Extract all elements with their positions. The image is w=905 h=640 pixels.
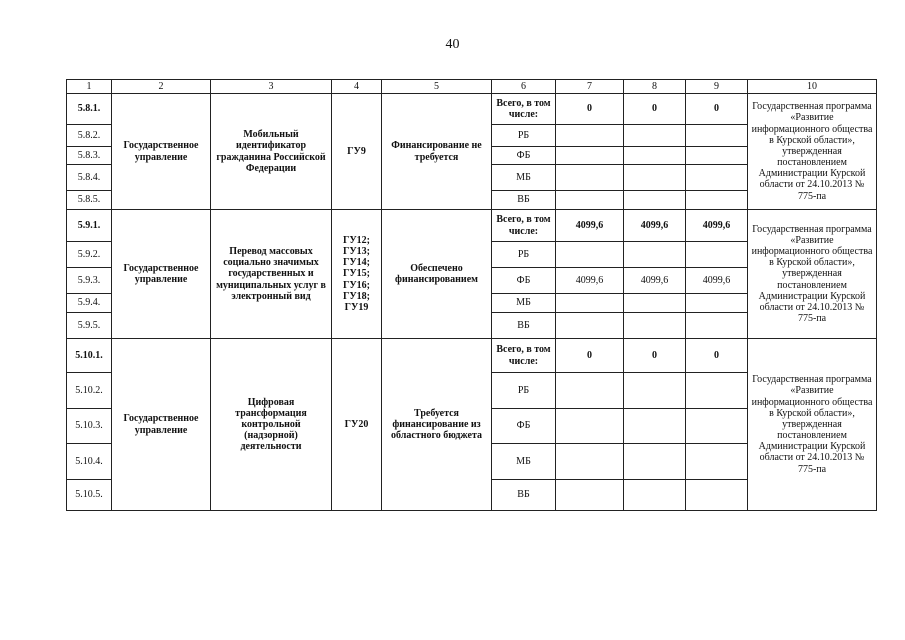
- program-reference: Государственная программа «Развитие информационного общества в Курской области», утвержденная постановлением Администрации Курской области от 24.10.2013 № 775-па: [748, 94, 877, 210]
- row-code: 5.8.5.: [67, 191, 112, 210]
- amount-9: [686, 313, 748, 339]
- column-header-2: 2: [112, 80, 211, 94]
- amount-9: [686, 165, 748, 191]
- amount-9: [686, 242, 748, 268]
- row-code: 5.8.4.: [67, 165, 112, 191]
- service-name: Мобильный идентификатор гражданина Российской Федерации: [211, 94, 332, 210]
- amount-9: [686, 373, 748, 409]
- row-code: 5.8.3.: [67, 147, 112, 165]
- column-header-1: 1: [67, 80, 112, 94]
- column-header-9: 9: [686, 80, 748, 94]
- service-name: Перевод массовых социально значимых государственных и муниципальных услуг в электронный вид: [211, 210, 332, 339]
- funding-source: ВБ: [492, 480, 556, 511]
- table-row: [67, 210, 877, 242]
- row-code: 5.10.1.: [67, 339, 112, 373]
- funding-source: РБ: [492, 125, 556, 147]
- service-codes: ГУ20: [332, 339, 382, 511]
- amount-7: [556, 409, 624, 444]
- column-header-10: 10: [748, 80, 877, 94]
- row-code: 5.9.2.: [67, 242, 112, 268]
- amount-7: [556, 165, 624, 191]
- amount-8: [624, 480, 686, 511]
- column-header-6: 6: [492, 80, 556, 94]
- funding-source: ФБ: [492, 268, 556, 294]
- funding-status: Финансирование не требуется: [382, 94, 492, 210]
- amount-9: [686, 480, 748, 511]
- funding-source: ВБ: [492, 313, 556, 339]
- column-header-4: 4: [332, 80, 382, 94]
- header-row: [67, 80, 877, 94]
- amount-8: [624, 165, 686, 191]
- document-table: [66, 79, 877, 511]
- amount-8: [624, 242, 686, 268]
- amount-9: [686, 444, 748, 480]
- amount-9: 0: [686, 94, 748, 125]
- row-code: 5.10.2.: [67, 373, 112, 409]
- amount-7: 4099,6: [556, 268, 624, 294]
- row-code: 5.10.5.: [67, 480, 112, 511]
- amount-8: [624, 294, 686, 313]
- funding-source: МБ: [492, 444, 556, 480]
- amount-7: [556, 191, 624, 210]
- program-reference: Государственная программа «Развитие информационного общества в Курской области», утвержденная постановлением Администрации Курской области от 24.10.2013 № 775-па: [748, 210, 877, 339]
- funding-source: Всего, в том числе:: [492, 94, 556, 125]
- amount-8: [624, 313, 686, 339]
- page-number: 40: [445, 37, 460, 52]
- amount-8: [624, 191, 686, 210]
- amount-7: 4099,6: [556, 210, 624, 242]
- amount-8: [624, 409, 686, 444]
- service-name: Цифровая трансформация контрольной (надзорной) деятельности: [211, 339, 332, 511]
- funding-source: ФБ: [492, 147, 556, 165]
- funding-status: Обеспечено финансированием: [382, 210, 492, 339]
- amount-9: [686, 294, 748, 313]
- funding-source: Всего, в том числе:: [492, 339, 556, 373]
- column-header-3: 3: [211, 80, 332, 94]
- amount-7: [556, 480, 624, 511]
- management-type: Государственное управление: [112, 339, 211, 511]
- amount-9: 4099,6: [686, 210, 748, 242]
- row-code: 5.8.2.: [67, 125, 112, 147]
- funding-source: ФБ: [492, 409, 556, 444]
- funding-source: РБ: [492, 373, 556, 409]
- amount-7: [556, 373, 624, 409]
- amount-8: 4099,6: [624, 268, 686, 294]
- service-codes: ГУ9: [332, 94, 382, 210]
- amount-9: [686, 191, 748, 210]
- amount-8: [624, 373, 686, 409]
- amount-7: [556, 313, 624, 339]
- amount-9: [686, 125, 748, 147]
- row-code: 5.10.3.: [67, 409, 112, 444]
- management-type: Государственное управление: [112, 94, 211, 210]
- amount-8: 4099,6: [624, 210, 686, 242]
- amount-9: 4099,6: [686, 268, 748, 294]
- amount-8: [624, 444, 686, 480]
- amount-8: [624, 125, 686, 147]
- amount-9: [686, 409, 748, 444]
- amount-8: 0: [624, 94, 686, 125]
- funding-source: Всего, в том числе:: [492, 210, 556, 242]
- table-row: [67, 94, 877, 125]
- amount-7: [556, 444, 624, 480]
- amount-7: [556, 294, 624, 313]
- amount-8: 0: [624, 339, 686, 373]
- amount-8: [624, 147, 686, 165]
- row-code: 5.9.1.: [67, 210, 112, 242]
- funding-source: МБ: [492, 294, 556, 313]
- column-header-7: 7: [556, 80, 624, 94]
- amount-9: 0: [686, 339, 748, 373]
- row-code: 5.9.5.: [67, 313, 112, 339]
- amount-7: 0: [556, 339, 624, 373]
- amount-7: [556, 147, 624, 165]
- funding-status: Требуется финансирование из областного бюджета: [382, 339, 492, 511]
- amount-7: 0: [556, 94, 624, 125]
- row-code: 5.10.4.: [67, 444, 112, 480]
- amount-7: [556, 125, 624, 147]
- row-code: 5.9.4.: [67, 294, 112, 313]
- funding-source: МБ: [492, 165, 556, 191]
- amount-7: [556, 242, 624, 268]
- funding-source: ВБ: [492, 191, 556, 210]
- row-code: 5.8.1.: [67, 94, 112, 125]
- amount-9: [686, 147, 748, 165]
- table-row: [67, 339, 877, 373]
- funding-source: РБ: [492, 242, 556, 268]
- column-header-8: 8: [624, 80, 686, 94]
- service-codes: ГУ12; ГУ13; ГУ14; ГУ15; ГУ16; ГУ18; ГУ19: [332, 210, 382, 339]
- program-reference: Государственная программа «Развитие информационного общества в Курской области», утвержденная постановлением Администрации Курской области от 24.10.2013 № 775-па: [748, 339, 877, 511]
- row-code: 5.9.3.: [67, 268, 112, 294]
- management-type: Государственное управление: [112, 210, 211, 339]
- column-header-5: 5: [382, 80, 492, 94]
